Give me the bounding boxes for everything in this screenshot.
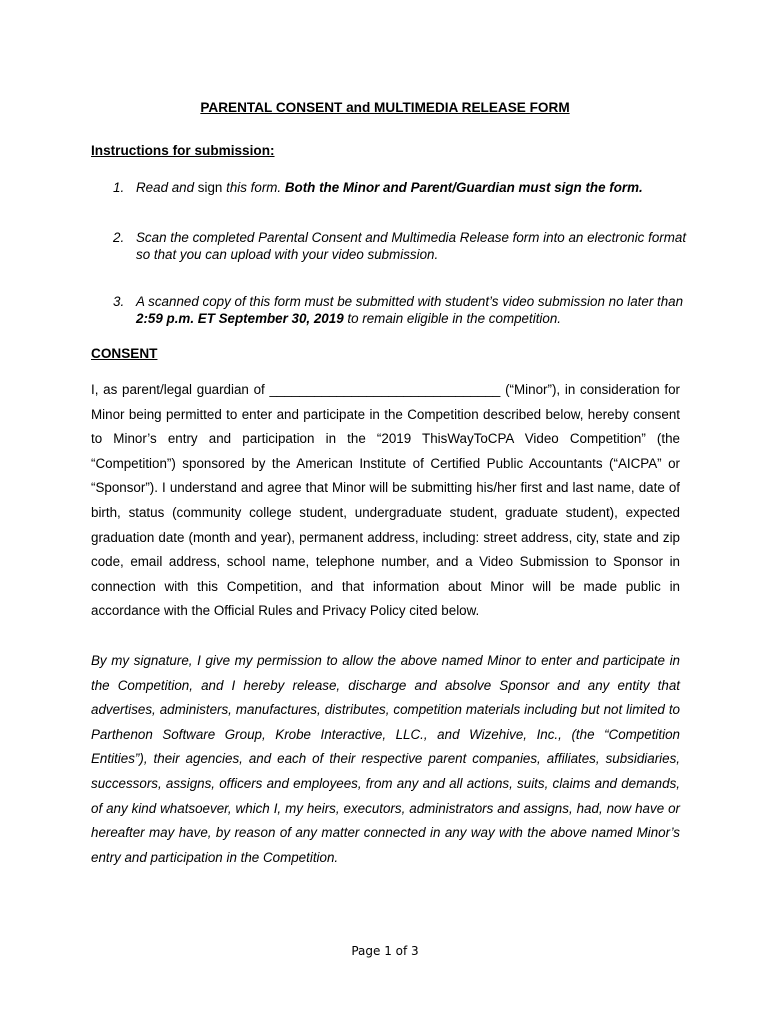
instruction-text-c: this form. <box>226 180 285 195</box>
instruction-text-post: to remain eligible in the competition. <box>343 311 561 326</box>
page-number: Page 1 of 3 <box>351 944 419 958</box>
instruction-number: 2. <box>113 230 125 245</box>
instruction-item-1 <box>113 179 693 196</box>
instruction-item-2 <box>113 229 693 263</box>
instruction-text: Scan the completed Parental Consent and Multimedia Release form into an electronic format so that you can upload with your video submission. <box>136 230 687 262</box>
instruction-number: 3. <box>113 294 125 309</box>
instruction-text-pre: A scanned copy of this form must be submitted with student’s video submission no later than <box>136 294 684 309</box>
release-paragraph: By my signature, I give my permission to allow the above named Minor to enter and participate in the Competition, and I hereby release, discharge and absolve Sponsor and any entity that advertises, administers, manufactures, distributes, competition materials including but not limited to Parthenon Software Group, Krobe Interactive, LLC., and Wizehive, Inc., (the “Competition Entities”), their agencies, and each of their respective parent companies, affiliates, subsidiaries, successors, assigns, officers and employees, from any and all actions, suits, claims and demands, of any kind whatsoever, which I, my heirs, executors, administrators and assigns, had, now have or hereafter may have, by reason of any matter connected in any way with the above named Minor’s entry and participation in the Competition. <box>91 653 680 865</box>
consent-paragraph: I, as parent/legal guardian of _______________________________ (“Minor”), in consideration for Minor being permitted to enter and participate in the Competition described below, hereby consent to Minor’s entry and participation in the “2019 ThisWayToCPA Video Competition” (the “Competition”) sponsored by the American Institute of Certified Public Accountants (“AICPA” or “Sponsor”). I understand and agree that Minor will be submitting his/her first and last name, date of birth, status (community college student, undergraduate student, graduate student), expected graduation date (month and year), permanent address, including: street address, city, state and zip code, email address, school name, telephone number, and a Video Submission to Sponsor in connection with this Competition, and that information about Minor will be made public in accordance with the Official Rules and Privacy Policy cited below. <box>91 382 680 619</box>
consent-heading: CONSENT <box>91 346 158 361</box>
instructions-heading: Instructions for submission: <box>91 143 275 158</box>
form-title: PARENTAL CONSENT and MULTIMEDIA RELEASE FORM <box>200 100 570 115</box>
instruction-text-b: sign <box>194 180 227 195</box>
instruction-deadline: 2:59 p.m. ET September 30, 2019 <box>136 311 344 326</box>
instruction-item-3 <box>113 293 693 327</box>
instruction-text-a: Read and <box>136 180 195 195</box>
instruction-bold-text: Both the Minor and Parent/Guardian must sign the form. <box>284 180 643 195</box>
instruction-number: 1. <box>113 180 125 195</box>
